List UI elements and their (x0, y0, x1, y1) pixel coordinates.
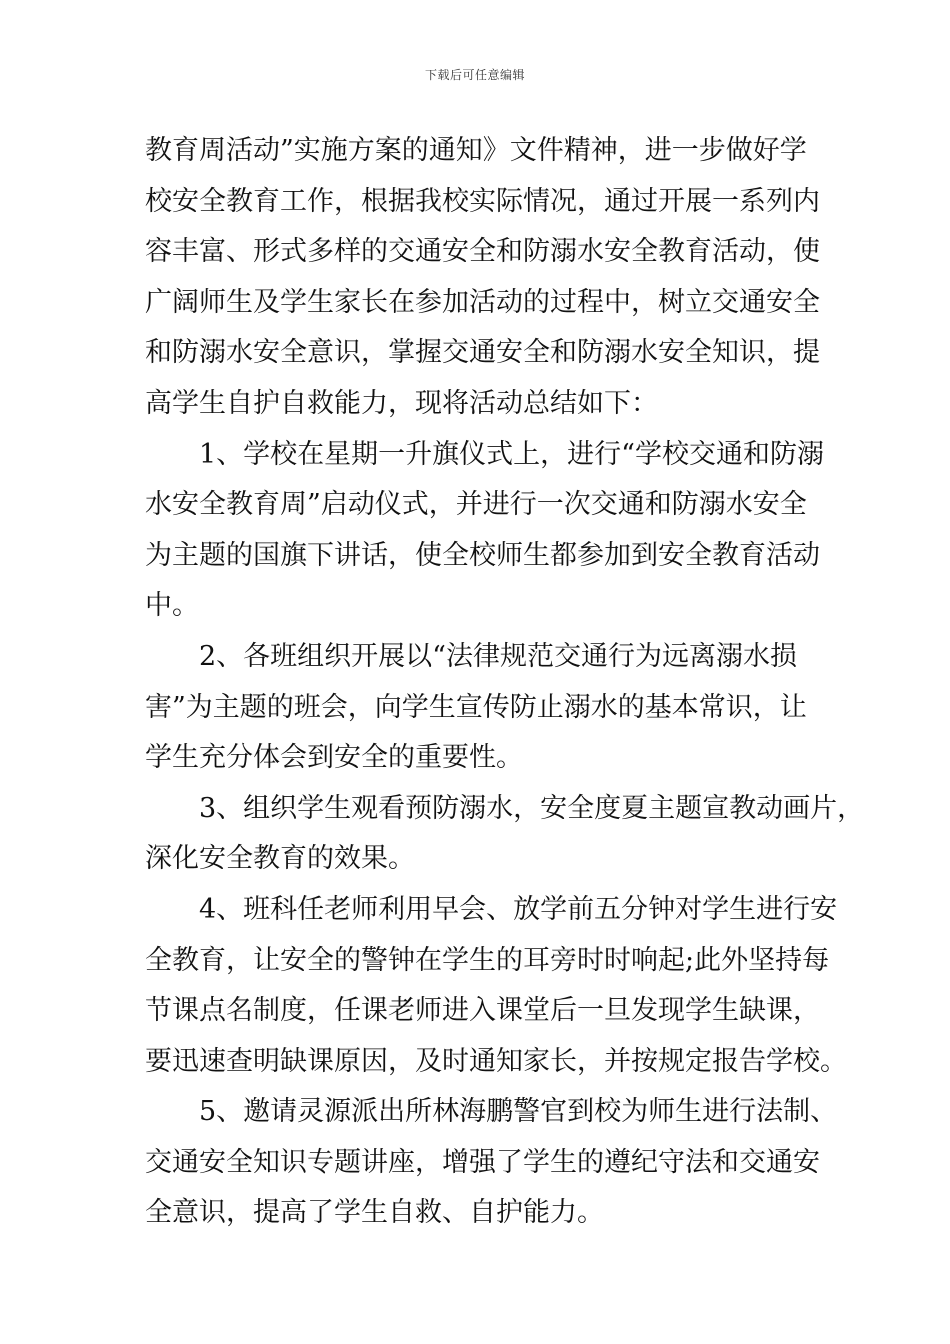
text-line: 节课点名制度，任课老师进入课堂后一旦发现学生缺课， (145, 995, 820, 1027)
document-body (145, 126, 865, 1239)
paragraph-start-line: 2、各班组织开展以“法律规范交通行为远离溺水损 (199, 640, 797, 672)
text-line: 水安全教育周”启动仪式，并进行一次交通和防溺水安全 (145, 489, 807, 521)
text-line: 中。 (145, 590, 199, 622)
text-line: 校安全教育工作，根据我校实际情况，通过开展一系列内 (145, 185, 820, 217)
text-line: 全意识，提高了学生自救、自护能力。 (145, 1197, 604, 1229)
text-line: 要迅速查明缺课原因，及时通知家长，并按规定报告学校。 (145, 1045, 847, 1077)
text-line: 高学生自护自救能力，现将活动总结如下： (145, 387, 658, 419)
text-line: 交通安全知识专题讲座，增强了学生的遵纪守法和交通安 (145, 1146, 820, 1178)
page-header: 下载后可任意编辑 (424, 68, 525, 82)
text-line: 害”为主题的班会，向学生宣传防止溺水的基本常识，让 (145, 691, 807, 723)
paragraph-start-line: 5、邀请灵源派出所林海鹏警官到校为师生进行法制、 (199, 1096, 838, 1128)
text-line: 学生充分体会到安全的重要性。 (145, 742, 523, 774)
text-line: 为主题的国旗下讲话，使全校师生都参加到安全教育活动 (145, 539, 820, 571)
text-line: 和防溺水安全意识，掌握交通安全和防溺水安全知识，提 (145, 337, 820, 369)
paragraph-start-line: 1、学校在星期一升旗仪式上，进行“学校交通和防溺 (199, 438, 824, 470)
text-line: 广阔师生及学生家长在参加活动的过程中，树立交通安全 (145, 286, 820, 318)
text-line: 容丰富、形式多样的交通安全和防溺水安全教育活动，使 (145, 236, 820, 268)
text-line: 全教育，让安全的警钟在学生的耳旁时时响起;此外坚持每 (145, 944, 830, 976)
text-line: 教育周活动”实施方案的通知》文件精神，进一步做好学 (145, 135, 807, 166)
paragraph-start-line: 4、班科任老师利用早会、放学前五分钟对学生进行安 (199, 893, 838, 925)
text-line: 深化安全教育的效果。 (145, 843, 415, 875)
paragraph-start-line: 3、组织学生观看预防溺水，安全度夏主题宣教动画片， (199, 792, 865, 824)
